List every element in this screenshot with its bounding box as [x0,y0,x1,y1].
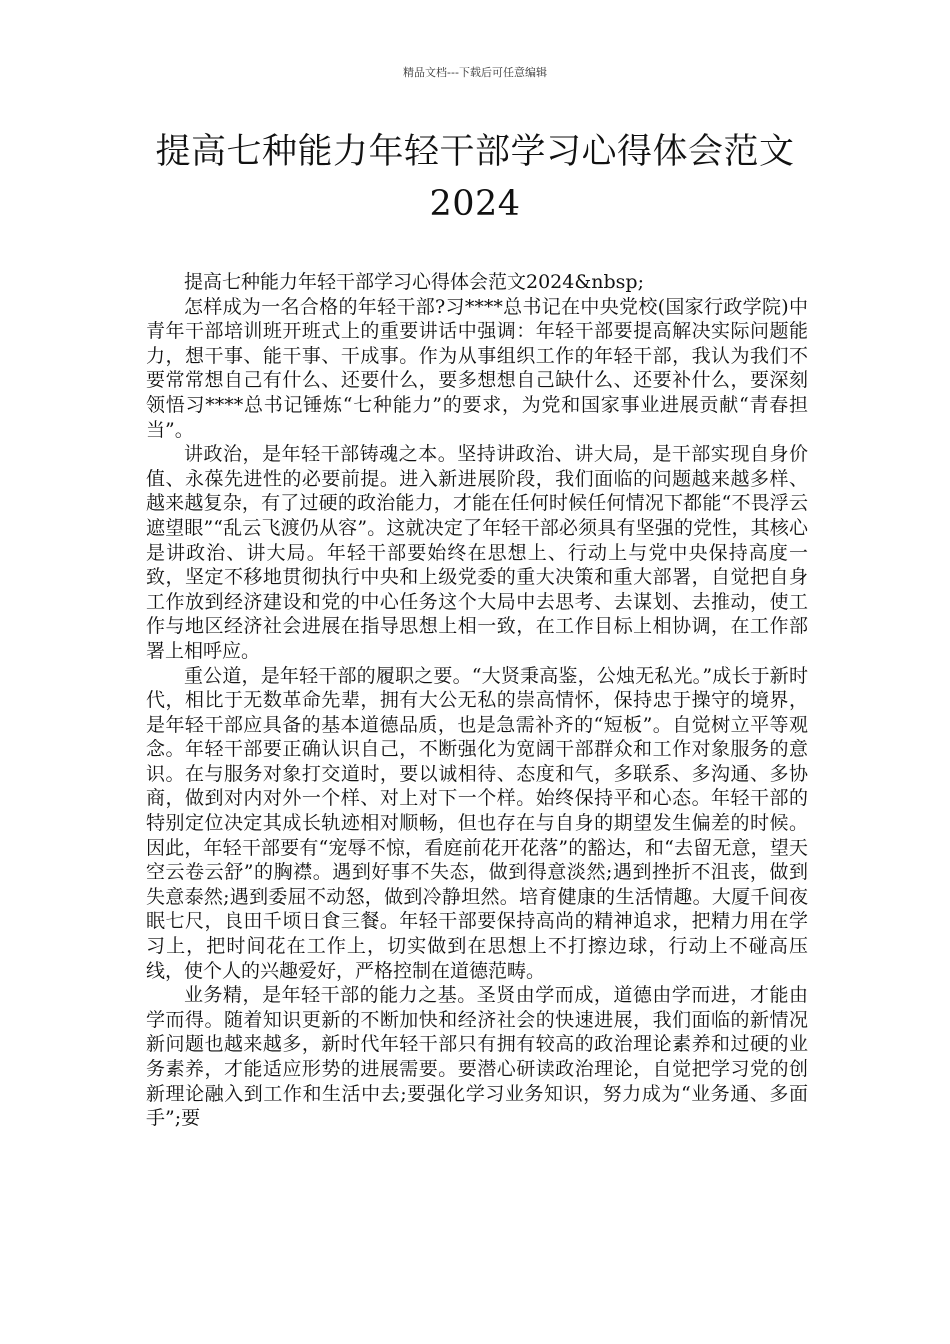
document-title: 提高七种能力年轻干部学习心得体会范文2024 [155,132,795,224]
paragraph-subtitle: 提高七种能力年轻干部学习心得体会范文2024&nbsp; [184,271,644,293]
paragraph-fairness: 重公道，是年轻干部的履职之要。“大贤秉高鉴，公烛无私光。”成长于新时代，相比于无数革命先辈，拥有大公无私的崇高情怀，保持忠于操守的境界，是年轻干部应具备的基本道德品质，也是急需补齐的“短板”。自觉树立平等观念。年轻干部要正确认识自己，不断强化为宽阔干部群众和工作对象服务的意识。在与服务对象打交道时，要以诚相待、态度和气，多联系、多沟通、多协商，做到对内对外一个样、对上对下一个样。始终保持平和心态。年轻干部的特别定位决定其成长轨迹相对顺畅，但也存在与自身的期望发生偏差的时候。因此，年轻干部要有“宠辱不惊，看庭前花开花落”的豁达，和“去留无意，望天空云卷云舒”的胸襟。遇到好事不失态，做到得意淡然;遇到挫折不沮丧，做到失意泰然;遇到委屈不动怒，做到冷静坦然。培育健康的生活情趣。大厦千间夜眠七尺，良田千顷日食三餐。年轻干部要保持高尚的精神追求，把精力用在学习上，把时间花在工作上，切实做到在思想上不打擦边球，行动上不碰高压线，使个人的兴趣爱好，严格控制在道德范畴。 [146,664,808,982]
paragraph-politics: 讲政治，是年轻干部铸魂之本。坚持讲政治、讲大局，是干部实现自身价值、永葆先进性的必要前提。进入新进展阶段，我们面临的问题越来越多样、越来越复杂，有了过硬的政治能力，才能在任何时候任何情况下都能“不畏浮云遮望眼”“乱云飞渡仍从容”。这就决定了年轻干部必须具有坚强的党性，其核心是讲政治、讲大局。年轻干部要始终在思想上、行动上与党中央保持高度一致，坚定不移地贯彻执行中央和上级党委的重大决策和重大部署，自觉把自身工作放到经济建设和党的中心任务这个大局中去思考、去谋划、去推动，使工作与地区经济社会进展在指导思想上相一致，在工作目标上相协调，在工作部署上相呼应。 [146,443,808,662]
paragraph-intro: 怎样成为一名合格的年轻干部?习****总书记在中央党校(国家行政学院)中青年干部培训班开班式上的重要讲话中强调：年轻干部要提高解决实际问题能力，想干事、能干事、干成事。作为从事组织工作的年轻干部，我认为我们不要常常想自己有什么、还要什么，要多想想自己缺什么、还要补什么，要深刻领悟习****总书记锤炼“七种能力”的要求，为党和国家事业进展贡献“青春担当”。 [146,295,808,441]
header-note: 精品文档---下载后可任意编辑 [403,66,547,79]
document-body [146,270,808,1131]
paragraph-professional: 业务精，是年轻干部的能力之基。圣贤由学而成，道德由学而进，才能由学而得。随着知识更新的不断加快和经济社会的快速进展，我们面临的新情况新问题也越来越多，新时代年轻干部只有拥有较高的政治理论素养和过硬的业务素养，才能适应形势的进展需要。要潜心研读政治理论，自觉把学习党的创新理论融入到工作和生活中去;要强化学习业务知识，努力成为“业务通、多面手”;要 [146,984,808,1130]
